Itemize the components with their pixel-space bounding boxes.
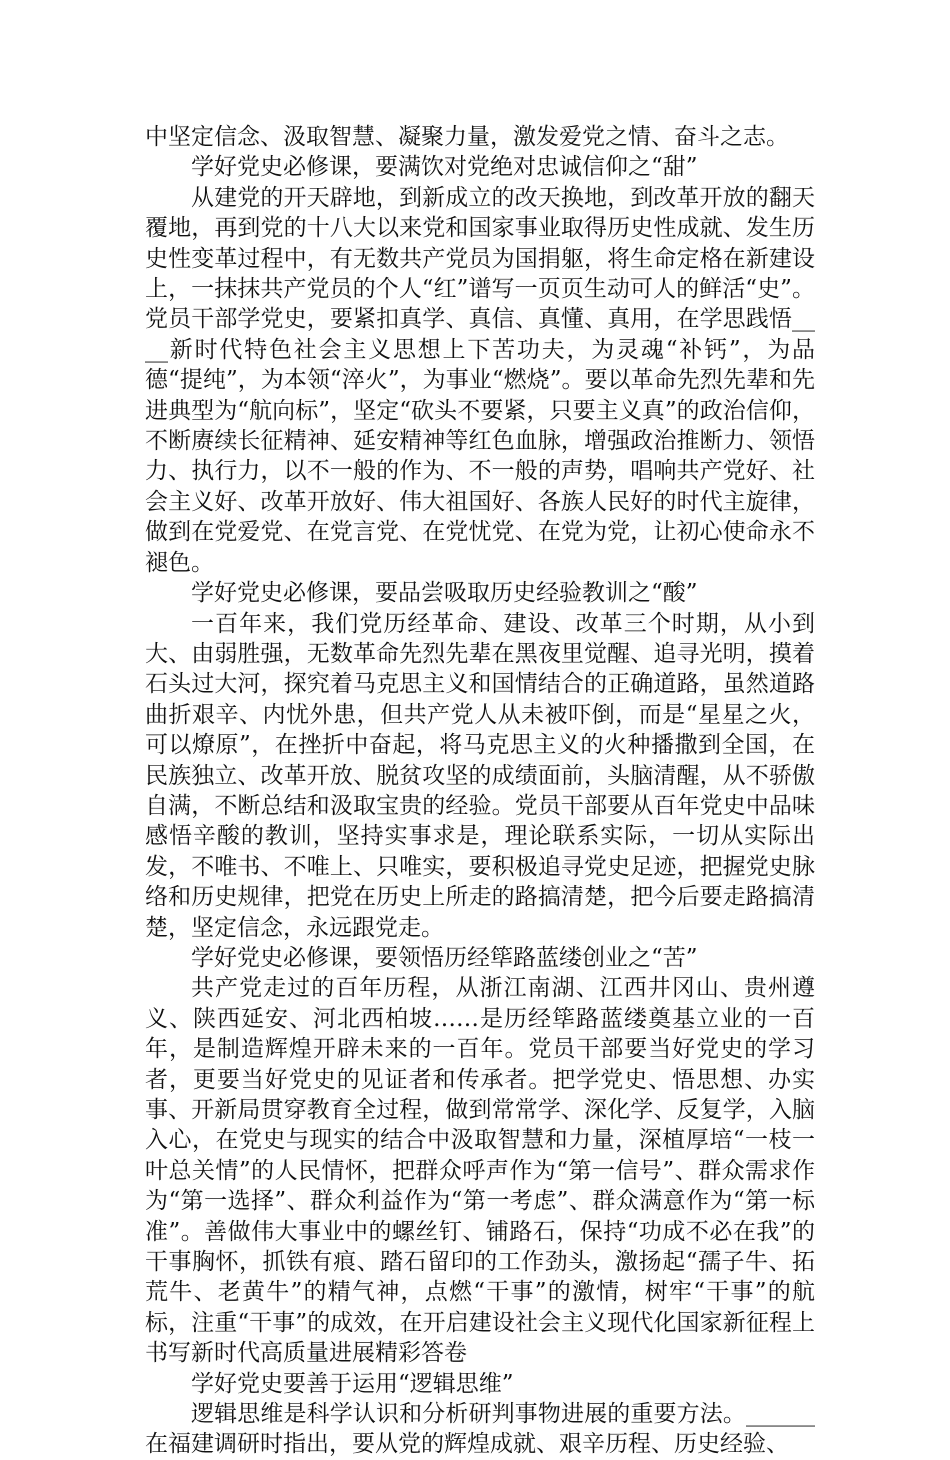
section-heading-2: 学好党史必修课，要品尝吸取历史经验教训之“酸” — [191, 580, 698, 607]
body-paragraph-5: 逻辑思维是科学认识和分析研判事物进展的重要方法。______在福建调研时指出，要从党的辉煌成就、艰辛历程、历史经验、 — [145, 1401, 815, 1458]
section-heading-3: 学好党史必修课，要领悟历经筚路蓝缕创业之“苦” — [191, 944, 698, 971]
section-heading-4: 学好党史要善于运用“逻辑思维” — [191, 1370, 514, 1397]
body-paragraph-2: 从建党的开天辟地，到新成立的改天换地，到改革开放的翻天覆地，再到党的十八大以来党和国家事业取得历史性成就、发生历史性变革过程中，有无数共产党员为国捐躯，将生命定格在新建设上，一抹抹共产党员的个人“红”谱写一页页生动可人的鲜活“史”。党员干部学党史，要紧扣真学、真信、真懂、真用，在学思践悟____新时代特色社会主义思想上下苦功夫，为灵魂“补钙”，为品德“提纯”，为本领“淬火”，为事业“燃烧”。要以革命先烈先辈和先进典型为“航向标”，坚定“砍头不要紧，只要主义真”的政治信仰，不断赓续长征精神、延安精神等红色血脉，增强政治推断力、领悟力、执行力，以不一般的作为、不一般的声势，唱响共产党好、社会主义好、改革开放好、伟大祖国好、各族人民好的时代主旋律，做到在党爱党、在党言党、在党忧党、在党为党，让初心使命永不褪色。 — [145, 184, 815, 576]
body-paragraph-1: 中坚定信念、汲取智慧、凝聚力量，激发爱党之情、奋斗之志。 — [145, 124, 789, 150]
body-paragraph-3: 一百年来，我们党历经革命、建设、改革三个时期，从小到大、由弱胜强，无数革命先烈先辈在黑夜里觉醒、追寻光明，摸着石头过大河，探究着马克思主义和国情结合的正确道路，虽然道路曲折艰辛、内忧外患，但共产党人从未被吓倒，而是“星星之火，可以燎原”，在挫折中奋起，将马克思主义的火种播撒到全国，在民族独立、改革开放、脱贫攻坚的成绩面前，头脑清醒，从不骄傲自满，不断总结和汲取宝贵的经验。党员干部要从百年党史中品味感悟辛酸的教训，坚持实事求是，理论联系实际，一切从实际出发，不唯书、不唯上、只唯实，要积极追寻党史足迹，把握党史脉络和历史规律，把党在历史上所走的路搞清楚，把今后要走路搞清楚，坚定信念，永远跟党走。 — [145, 610, 815, 941]
body-paragraph-4: 共产党走过的百年历程，从浙江南湖、江西井冈山、贵州遵义、陕西延安、河北西柏坡……是历经筚路蓝缕奠基立业的一百年，是制造辉煌开辟未来的一百年。党员干部要当好党史的学习者，更要当好党史的见证者和传承者。把学党史、悟思想、办实事、开新局贯穿教育全过程，做到常常学、深化学、反复学，入脑入心，在党史与现实的结合中汲取智慧和力量，深植厚培“一枝一叶总关情”的人民情怀，把群众呼声作为“第一信号”、群众需求作为“第一选择”、群众利益作为“第一考虑”、群众满意作为“第一标准”。善做伟大事业中的螺丝钉、铺路石，保持“功成不必在我”的干事胸怀，抓铁有痕、踏石留印的工作劲头，激扬起“孺子牛、拓荒牛、老黄牛”的精气神，点燃“干事”的激情，树牢“干事”的航标，注重“干事”的成效，在开启建设社会主义现代化国家新征程上书写新时代高质量进展精彩答卷 — [145, 975, 815, 1367]
section-heading-1: 学好党史必修课，要满饮对党绝对忠诚信仰之“甜” — [191, 154, 698, 181]
document-page — [145, 122, 815, 1460]
